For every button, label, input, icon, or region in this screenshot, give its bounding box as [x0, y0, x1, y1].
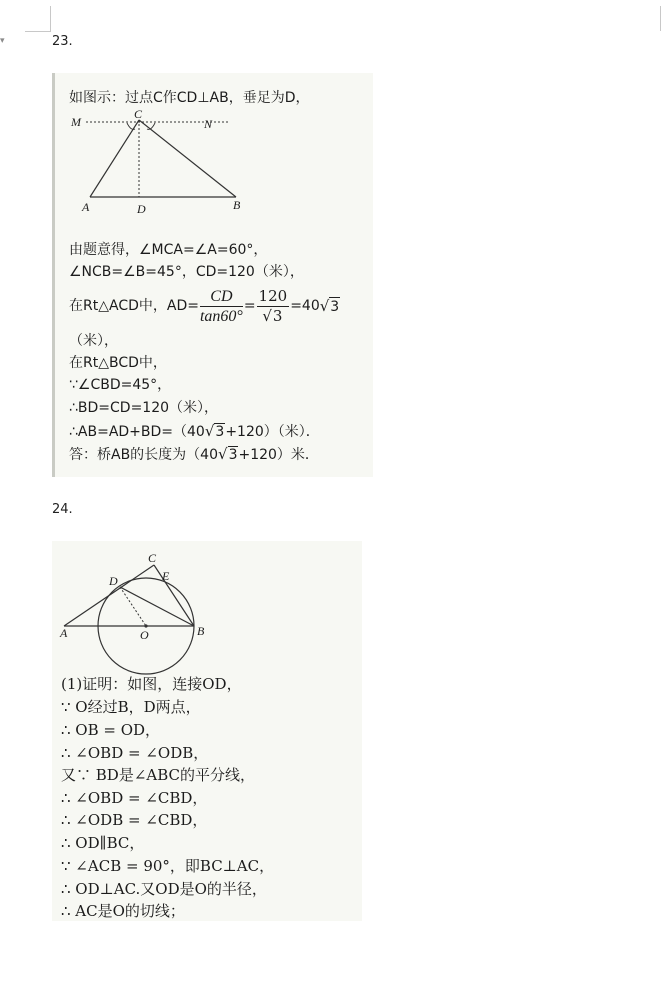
question-23-solution	[52, 73, 373, 477]
page-corner-horizontal	[25, 31, 51, 32]
label-O: O	[140, 628, 149, 642]
question-24-solution	[52, 541, 362, 921]
q24-line-2: ∵ O经过B，D两点，	[61, 698, 201, 716]
label-A: A	[60, 626, 68, 640]
label-E: E	[162, 569, 170, 583]
q23-fraction-cd-tan60	[200, 287, 243, 326]
sqrt-icon: √	[218, 445, 228, 463]
q24-line-7: ∴ ∠ODB = ∠CBD，	[61, 811, 208, 829]
label-M: M	[71, 115, 81, 129]
fraction-denominator	[257, 307, 290, 326]
fraction-numerator: 120	[258, 286, 288, 305]
step-8-suffix: +120）（米）．	[225, 424, 320, 440]
q23-ad-result-coef: =40	[290, 298, 320, 314]
label-C: C	[134, 107, 143, 121]
equals-sign: =	[243, 298, 256, 314]
q24-line-9: ∵ ∠ACB = 90°，即BC⊥AC，	[61, 857, 275, 875]
q23-step-1: 由题意得，∠MCA=∠A=60°，	[69, 242, 268, 258]
label-A: A	[82, 200, 90, 214]
q23-step-8	[69, 422, 320, 441]
q23-step-4: （米），	[69, 333, 118, 349]
fraction-denominator: tan60°	[199, 307, 243, 325]
step-8-prefix: ∴AB=AD+BD=（40	[69, 424, 205, 440]
label-B: B	[197, 624, 205, 638]
radicand: 3	[272, 306, 283, 325]
q24-line-11: ∴ AC是O的切线；	[61, 902, 185, 920]
q24-line-1: (1)证明：如图，连接OD，	[61, 675, 242, 693]
q23-step-6: ∵∠CBD=45°，	[69, 377, 172, 393]
q24-line-6: ∴ ∠OBD = ∠CBD，	[61, 789, 208, 807]
label-B: B	[233, 198, 241, 212]
q23-answer	[69, 445, 319, 464]
answer-prefix: 答：桥AB的长度为（40	[69, 447, 218, 463]
question-23-number: 23.	[52, 34, 73, 49]
q24-line-4: ∴ ∠OBD = ∠ODB，	[61, 744, 209, 762]
q23-intro: 如图示：过点C作CD⊥AB，垂足为D，	[69, 90, 310, 106]
q23-step-7: ∴BD=CD=120（米），	[69, 400, 219, 416]
fraction-numerator: CD	[200, 287, 243, 307]
radicand: 3	[215, 424, 225, 440]
question-24-number: 24.	[52, 502, 73, 517]
label-D: D	[137, 202, 146, 216]
q24-line-10: ∴ OD⊥AC.又OD是O的半径，	[61, 880, 267, 898]
q23-step-3	[69, 282, 340, 330]
q23-fraction-120-sqrt3	[257, 287, 290, 326]
sqrt-icon: √	[262, 306, 272, 325]
sqrt-icon: √	[319, 297, 330, 315]
q24-circle-figure	[52, 541, 362, 671]
label-C: C	[148, 551, 157, 565]
q24-line-3: ∴ OB = OD，	[61, 721, 161, 739]
q23-step-2: ∠NCB=∠B=45°，CD=120（米），	[69, 264, 304, 280]
radicand: 3	[330, 298, 340, 315]
q23-step-3-prefix: 在Rt△ACD中，AD=	[69, 298, 199, 314]
q24-line-8: ∴ OD∥BC，	[61, 834, 145, 852]
label-D: D	[109, 574, 118, 588]
label-N: N	[204, 117, 213, 131]
q24-line-5: 又∵ BD是∠ABC的平分线，	[61, 766, 255, 784]
page-corner-right	[660, 6, 661, 31]
page-corner-vertical	[50, 6, 51, 31]
q23-step-5: 在Rt△BCD中，	[69, 355, 167, 371]
sqrt-icon: √	[204, 422, 215, 440]
collapse-caret-icon[interactable]: ▾	[0, 36, 5, 46]
radicand: 3	[228, 447, 238, 463]
answer-suffix: +120）米．	[238, 447, 319, 463]
q23-triangle-figure	[55, 73, 373, 233]
